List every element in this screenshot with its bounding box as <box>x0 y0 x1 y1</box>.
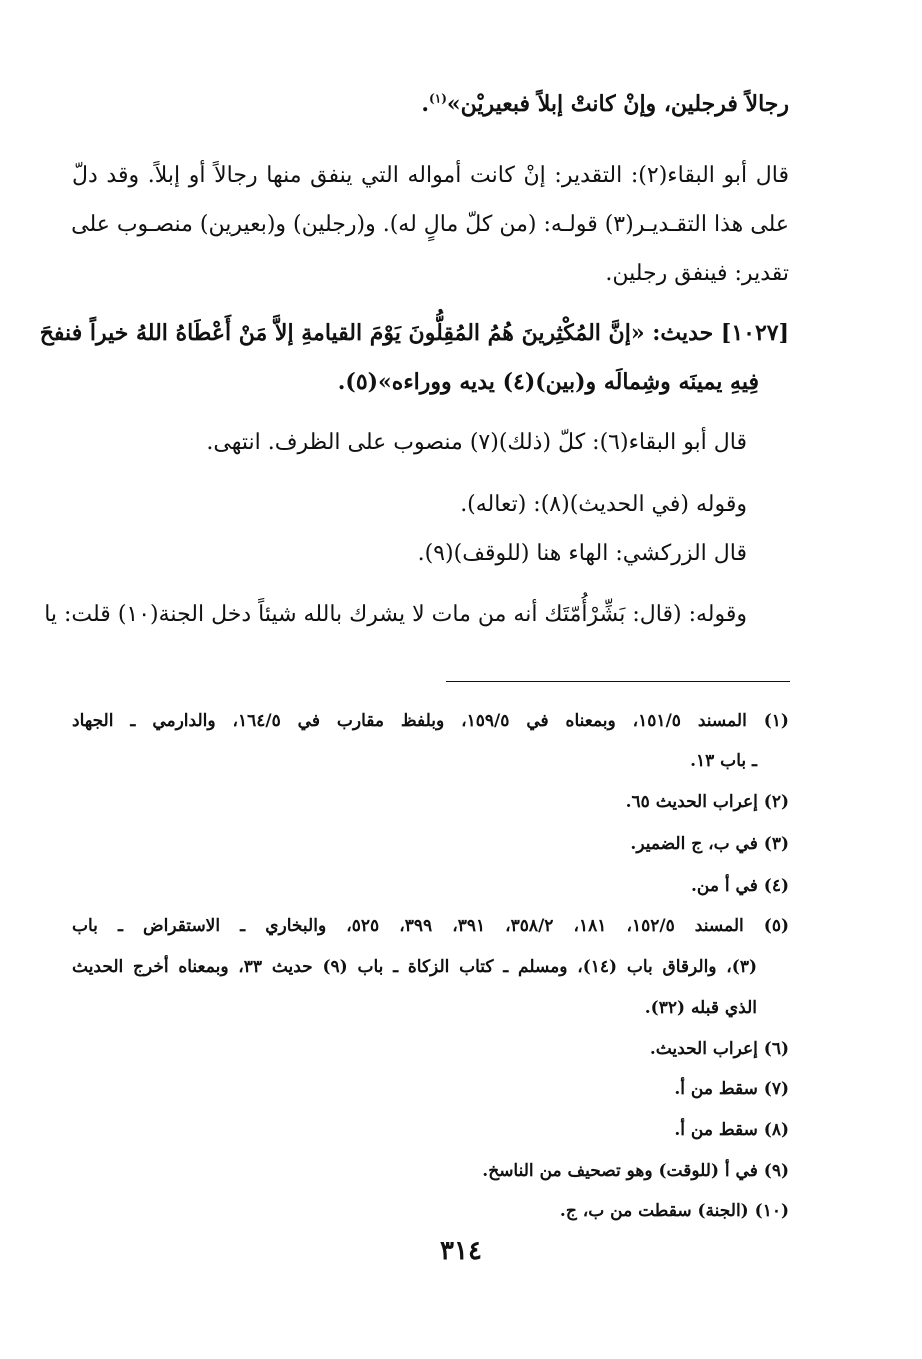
footnote: (٢) إعراب الحديث ٦٥. <box>625 792 789 812</box>
footnote: (٣)، والرقاق باب (١٤)، ومسلم ـ كتاب الزكاة ـ باب (٩) حديث ٣٣، وبمعناه أخرج الحديث <box>72 957 757 977</box>
text-line: وقوله (في الحديث)(٨): (تعاله). <box>460 492 747 517</box>
footnote: (٩) في أ (للوقت) وهو تصحيف من الناسخ. <box>482 1161 789 1181</box>
text-line: قال أبو البقاء(٦): كلّ (ذلك)(٧) منصوب على الظرف. انتهى. <box>206 430 747 455</box>
text-line: رجالاً فرجلين، وإنْ كانتْ إبلاً فبعيريْن»$^{(١)}$. <box>421 91 789 117</box>
text-line: قال الزركشي: الهاء هنا (للوقف)(٩). <box>417 541 747 566</box>
footnote: (٦) إعراب الحديث. <box>649 1039 789 1059</box>
footnote: (٧) سقط من أ. <box>674 1079 789 1099</box>
footnote: (١٠) (الجنة) سقطت من ب، ج. <box>559 1201 789 1221</box>
footnote-separator <box>446 681 790 682</box>
footnote: (٣) في ب، ج الضمير. <box>630 834 789 854</box>
footnote: (٨) سقط من أ. <box>674 1120 789 1140</box>
text-line: على هذا التقـديـر(٣) قولـه: (من كلّ مالٍ له). و(رجلين) و(بعيرين) منصـوب على <box>71 212 789 237</box>
footnote: (١) المسند ١٥١/٥، وبمعناه في ١٥٩/٥، وبلفظ مقارب في ١٦٤/٥، والدارمي ـ الجهاد <box>72 711 789 731</box>
footnote-marker: (١) <box>429 91 447 106</box>
footnote: الذي قبله (٣٢). <box>644 998 757 1018</box>
text-line: تقدير: فينفق رجلين. <box>605 261 789 286</box>
hadith-line: فِيهِ يمينَه وشِمالَه و(بين)(٤) يديه ووراءه»(٥). <box>337 369 759 395</box>
text-line: قال أبو البقاء(٢): التقدير: إنْ كانت أمواله التي ينفق منها رجالاً أو إبلاً. وقد دلّ <box>72 163 790 188</box>
page-number: ٣١٤ <box>440 1236 482 1266</box>
hadith-line: [١٠٢٧] حديث: «إنَّ المُكْثِرينَ هُمُ المُقِلُّونَ يَوْمَ القيامةِ إلاَّ مَنْ أَعْطَاهُ اللهُ خيراً فنفحَ <box>39 320 789 346</box>
footnote: ـ باب ١٣. <box>690 751 757 771</box>
footnote: (٤) في أ من. <box>691 876 789 896</box>
footnote: (٥) المسند ١٥٢/٥، ١٨١، ٣٥٨/٢، ٣٩١، ٣٩٩، ٥٢٥، والبخاري ـ الاستقراض ـ باب <box>72 916 790 936</box>
text-line: وقوله: (قال: بَشِّرْأُمّتَك أنه من مات لا يشرك بالله شيئاً دخل الجنة(١٠) قلت: يا <box>44 602 747 627</box>
